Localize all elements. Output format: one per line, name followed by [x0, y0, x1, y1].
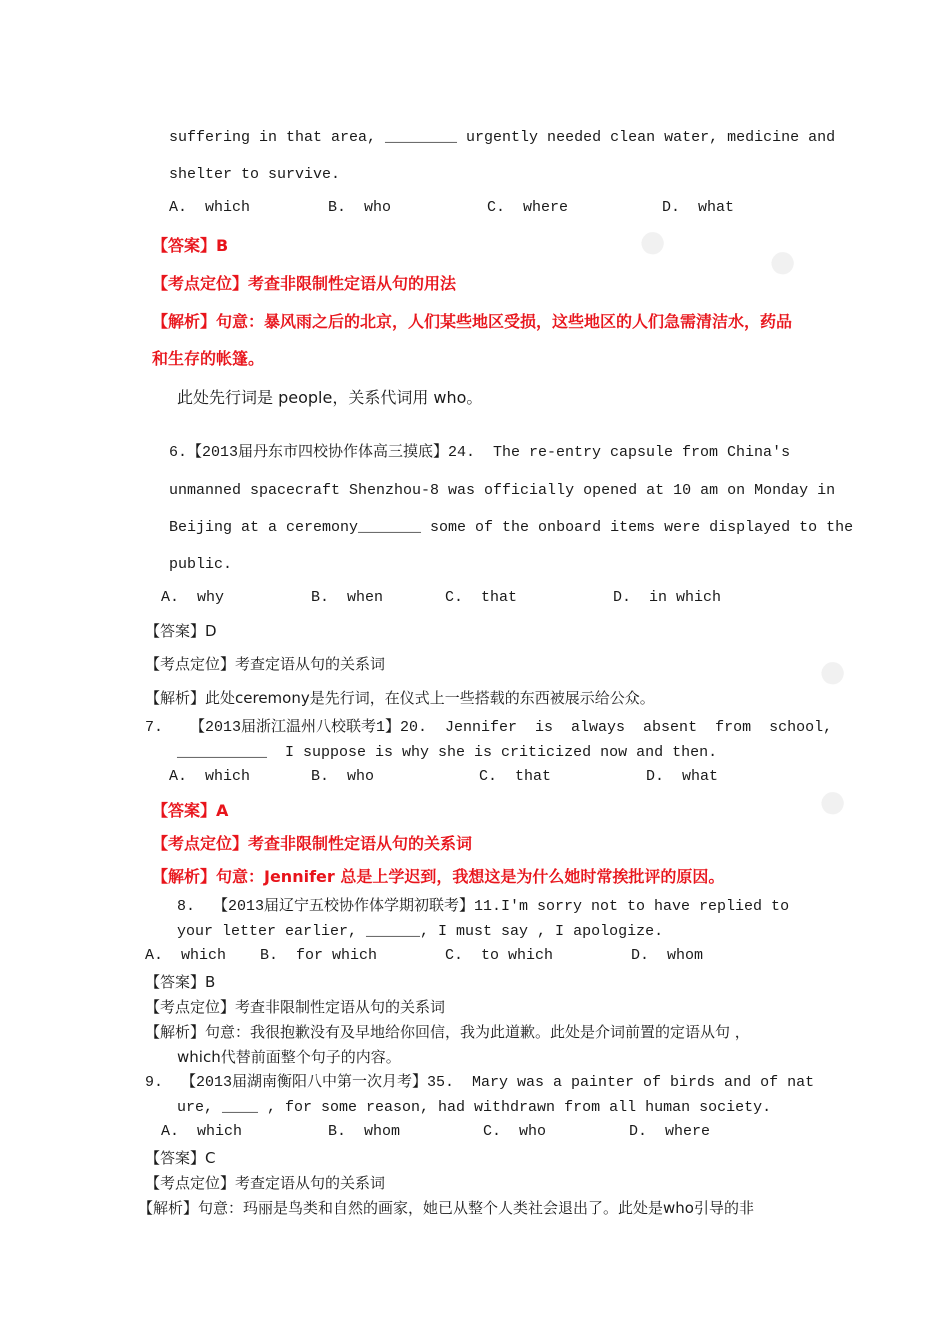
- q6-line-2: unmanned spacecraft Shenzhou-8 was officially opened at 10 am on Monday in: [169, 482, 836, 499]
- watermark-mark: ⬤: [815, 655, 849, 690]
- q9-analysis: 【解析】句意：玛丽是鸟类和自然的画家，她已从整个人类社会退出了。此处是who引导的非: [138, 1199, 754, 1217]
- q6-line-1: 6.【2013届丹东市四校协作体高三摸底】24. The re-entry capsule from China's: [169, 444, 791, 461]
- q5-analysis-1: 【解析】句意：暴风雨之后的北京，人们某些地区受损，这些地区的人们急需清洁水，药品: [152, 312, 793, 331]
- q6-option-c: C. that: [445, 589, 518, 606]
- q5-answer: 【答案】B: [152, 236, 229, 255]
- q7-point: 【考点定位】考查非限制性定语从句的关系词: [152, 834, 473, 853]
- q5-option-c: C. where: [487, 199, 569, 216]
- q9-line-2: ure, ____ , for some reason, had withdrawn from all human society.: [177, 1099, 772, 1116]
- q9-option-a: A. which: [161, 1123, 243, 1140]
- q9-option-d: D. where: [629, 1123, 711, 1140]
- q5-option-b: B. who: [328, 199, 392, 216]
- q8-option-a: A. which: [145, 947, 227, 964]
- q8-point: 【考点定位】考查非限制性定语从句的关系词: [145, 998, 446, 1016]
- q7-answer: 【答案】A: [152, 801, 229, 820]
- q5-point: 【考点定位】考查非限制性定语从句的用法: [152, 274, 457, 293]
- q9-option-c: C. who: [483, 1123, 547, 1140]
- q8-option-d: D. whom: [631, 947, 704, 964]
- q7-line-2: __________ I suppose is why she is criticized now and then.: [177, 744, 718, 761]
- q6-option-d: D. in which: [613, 589, 722, 606]
- q8-option-c: C. to which: [445, 947, 554, 964]
- q7-option-c: C. that: [479, 768, 552, 785]
- q6-option-a: A. why: [161, 589, 225, 606]
- q5-note: 此处先行词是 people，关系代词用 who。: [177, 388, 483, 407]
- q8-answer: 【答案】B: [145, 973, 216, 991]
- q8-analysis-1: 【解析】句意：我很抱歉没有及早地给你回信，我为此道歉。此处是介词前置的定语从句 ，: [145, 1023, 750, 1041]
- q6-line-3: Beijing at a ceremony_______ some of the onboard items were displayed to the: [169, 519, 854, 536]
- q6-answer: 【答案】D: [145, 622, 217, 640]
- q6-line-4: public.: [169, 556, 233, 573]
- q8-line-1: 8. 【2013届辽宁五校协作体学期初联考】11.I'm sorry not to have replied to: [177, 898, 790, 915]
- q7-option-b: B. who: [311, 768, 375, 785]
- q7-option-a: A. which: [169, 768, 251, 785]
- q8-option-b: B. for which: [260, 947, 378, 964]
- q6-analysis: 【解析】此处ceremony是先行词，在仪式上一些搭载的东西被展示给公众。: [145, 689, 655, 707]
- watermark-mark: ⬤: [815, 785, 849, 820]
- q8-line-2: your letter earlier, ______, I must say , I apologize.: [177, 923, 664, 940]
- q6-point: 【考点定位】考查定语从句的关系词: [145, 655, 386, 673]
- q7-analysis: 【解析】句意：Jennifer 总是上学迟到，我想这是为什么她时常挨批评的原因。: [152, 867, 725, 886]
- q9-point: 【考点定位】考查定语从句的关系词: [145, 1174, 386, 1192]
- q5-line-2: shelter to survive.: [169, 166, 341, 183]
- watermark-mark: ⬤: [765, 245, 799, 280]
- q7-line-1: 7. 【2013届浙江温州八校联考1】20. Jennifer is always absent from school,: [145, 719, 833, 736]
- q9-line-1: 9. 【2013届湖南衡阳八中第一次月考】35. Mary was a painter of birds and of nat: [145, 1074, 815, 1091]
- q9-option-b: B. whom: [328, 1123, 401, 1140]
- watermark-mark: ⬤: [635, 225, 669, 260]
- q9-answer: 【答案】C: [145, 1149, 216, 1167]
- q5-option-a: A. which: [169, 199, 251, 216]
- q5-analysis-2: 和生存的帐篷。: [152, 349, 265, 368]
- q5-line-1: suffering in that area, ________ urgently needed clean water, medicine and: [169, 129, 836, 146]
- q6-option-b: B. when: [311, 589, 384, 606]
- q8-analysis-2: which代替前面整个句子的内容。: [177, 1048, 401, 1066]
- q5-option-d: D. what: [662, 199, 735, 216]
- q7-option-d: D. what: [646, 768, 719, 785]
